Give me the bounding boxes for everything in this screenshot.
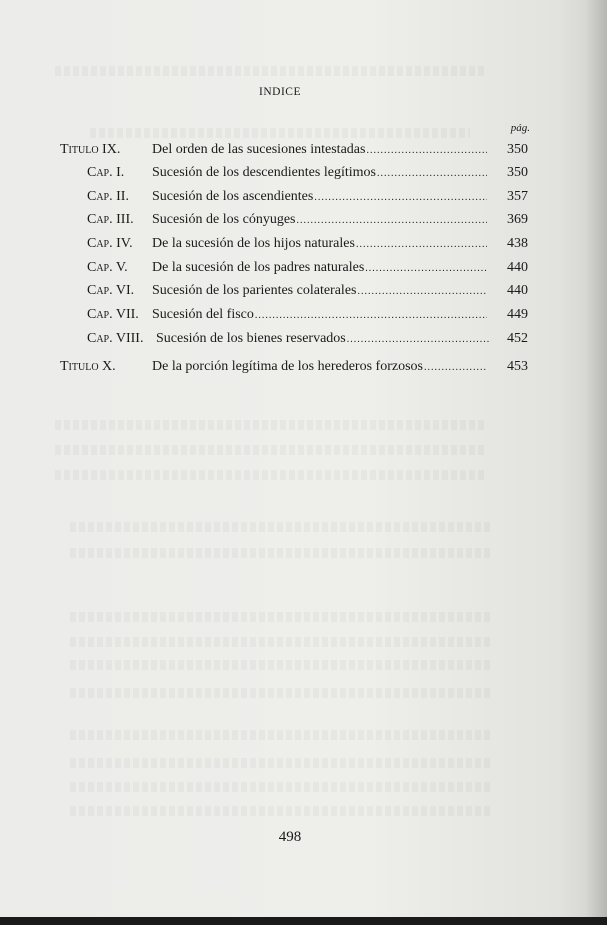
toc-entry: [0, 328, 607, 350]
toc-entry-page: 449: [507, 307, 528, 322]
toc-entry-title: Sucesión de los cónyuges: [152, 212, 296, 227]
toc-entry: [0, 233, 607, 255]
toc-entry: [0, 139, 607, 161]
show-through-text: [55, 420, 485, 430]
toc-entry: [0, 304, 607, 326]
leader-dots: [357, 281, 487, 303]
toc-entry: [0, 356, 607, 378]
show-through-text: [70, 782, 490, 792]
show-through-text: [70, 612, 490, 622]
toc-entry-title: Sucesión del fisco: [152, 307, 254, 322]
toc-entry-page: 453: [507, 359, 528, 374]
show-through-text: [90, 128, 470, 138]
toc-entry-label: Titulo X.: [60, 359, 116, 374]
toc-entry-title: De la porción legítima de los herederos forzosos: [152, 359, 423, 374]
toc-entry-title: De la sucesión de los hijos naturales: [152, 236, 355, 251]
show-through-text: [70, 548, 490, 558]
toc-entry-label: Cap. II.: [87, 189, 129, 204]
show-through-text: [55, 445, 485, 455]
toc-entry: [0, 280, 607, 302]
toc-entry-page: 369: [507, 212, 528, 227]
show-through-text: [70, 758, 490, 768]
leader-dots: [347, 329, 491, 351]
toc-entry-title: De la sucesión de los padres naturales: [152, 260, 365, 275]
toc-entry-page: 438: [507, 236, 528, 251]
leader-dots: [255, 305, 487, 327]
show-through-text: [70, 688, 490, 698]
toc-entry-title: Sucesión de los parientes colaterales: [152, 283, 357, 298]
toc-entry-label: Cap. V.: [87, 260, 128, 275]
index-heading: INDICE: [259, 86, 301, 98]
scan-bottom-edge: [0, 917, 607, 925]
toc-entry-label: Titulo IX.: [60, 142, 121, 157]
toc-entry-label: Cap. III.: [87, 212, 134, 227]
leader-dots: [314, 187, 487, 209]
toc-entry-page: 452: [507, 331, 528, 346]
leader-dots: [356, 234, 487, 256]
toc-entry: [0, 209, 607, 231]
toc-entry-label: Cap. VIII.: [87, 331, 144, 346]
toc-entry-page: 350: [507, 165, 528, 180]
toc-entry-label: Cap. VI.: [87, 283, 135, 298]
show-through-text: [70, 522, 490, 532]
toc-entry-page: 350: [507, 142, 528, 157]
show-through-text: [70, 637, 490, 647]
show-through-text: [55, 470, 485, 480]
leader-dots: [366, 140, 487, 162]
page-column-label: pág.: [510, 122, 530, 134]
toc-entry-label: Cap. VII.: [87, 307, 139, 322]
toc-entry-page: 440: [507, 283, 528, 298]
toc-entry-page: 357: [507, 189, 528, 204]
toc-entry-title: Sucesión de los bienes reservados: [156, 331, 346, 346]
leader-dots: [296, 210, 487, 232]
leader-dots: [377, 163, 487, 185]
toc-entry-title: Del orden de las sucesiones intestadas: [152, 142, 366, 157]
show-through-text: [55, 66, 485, 76]
show-through-text: [70, 660, 490, 670]
show-through-text: [70, 806, 490, 816]
toc-entry-page: 440: [507, 260, 528, 275]
leader-dots: [365, 258, 487, 280]
toc-entry: [0, 257, 607, 279]
toc-entry-title: Sucesión de los ascendientes: [152, 189, 314, 204]
page-number: 498: [278, 829, 302, 845]
toc-entry: [0, 186, 607, 208]
page-edge-shadow: [585, 0, 607, 925]
leader-dots: [424, 357, 487, 379]
toc-entry-label: Cap. I.: [87, 165, 125, 180]
toc-entry-label: Cap. IV.: [87, 236, 133, 251]
toc-entry-title: Sucesión de los descendientes legítimos: [152, 165, 376, 180]
show-through-text: [70, 730, 490, 740]
toc-entry: [0, 162, 607, 184]
